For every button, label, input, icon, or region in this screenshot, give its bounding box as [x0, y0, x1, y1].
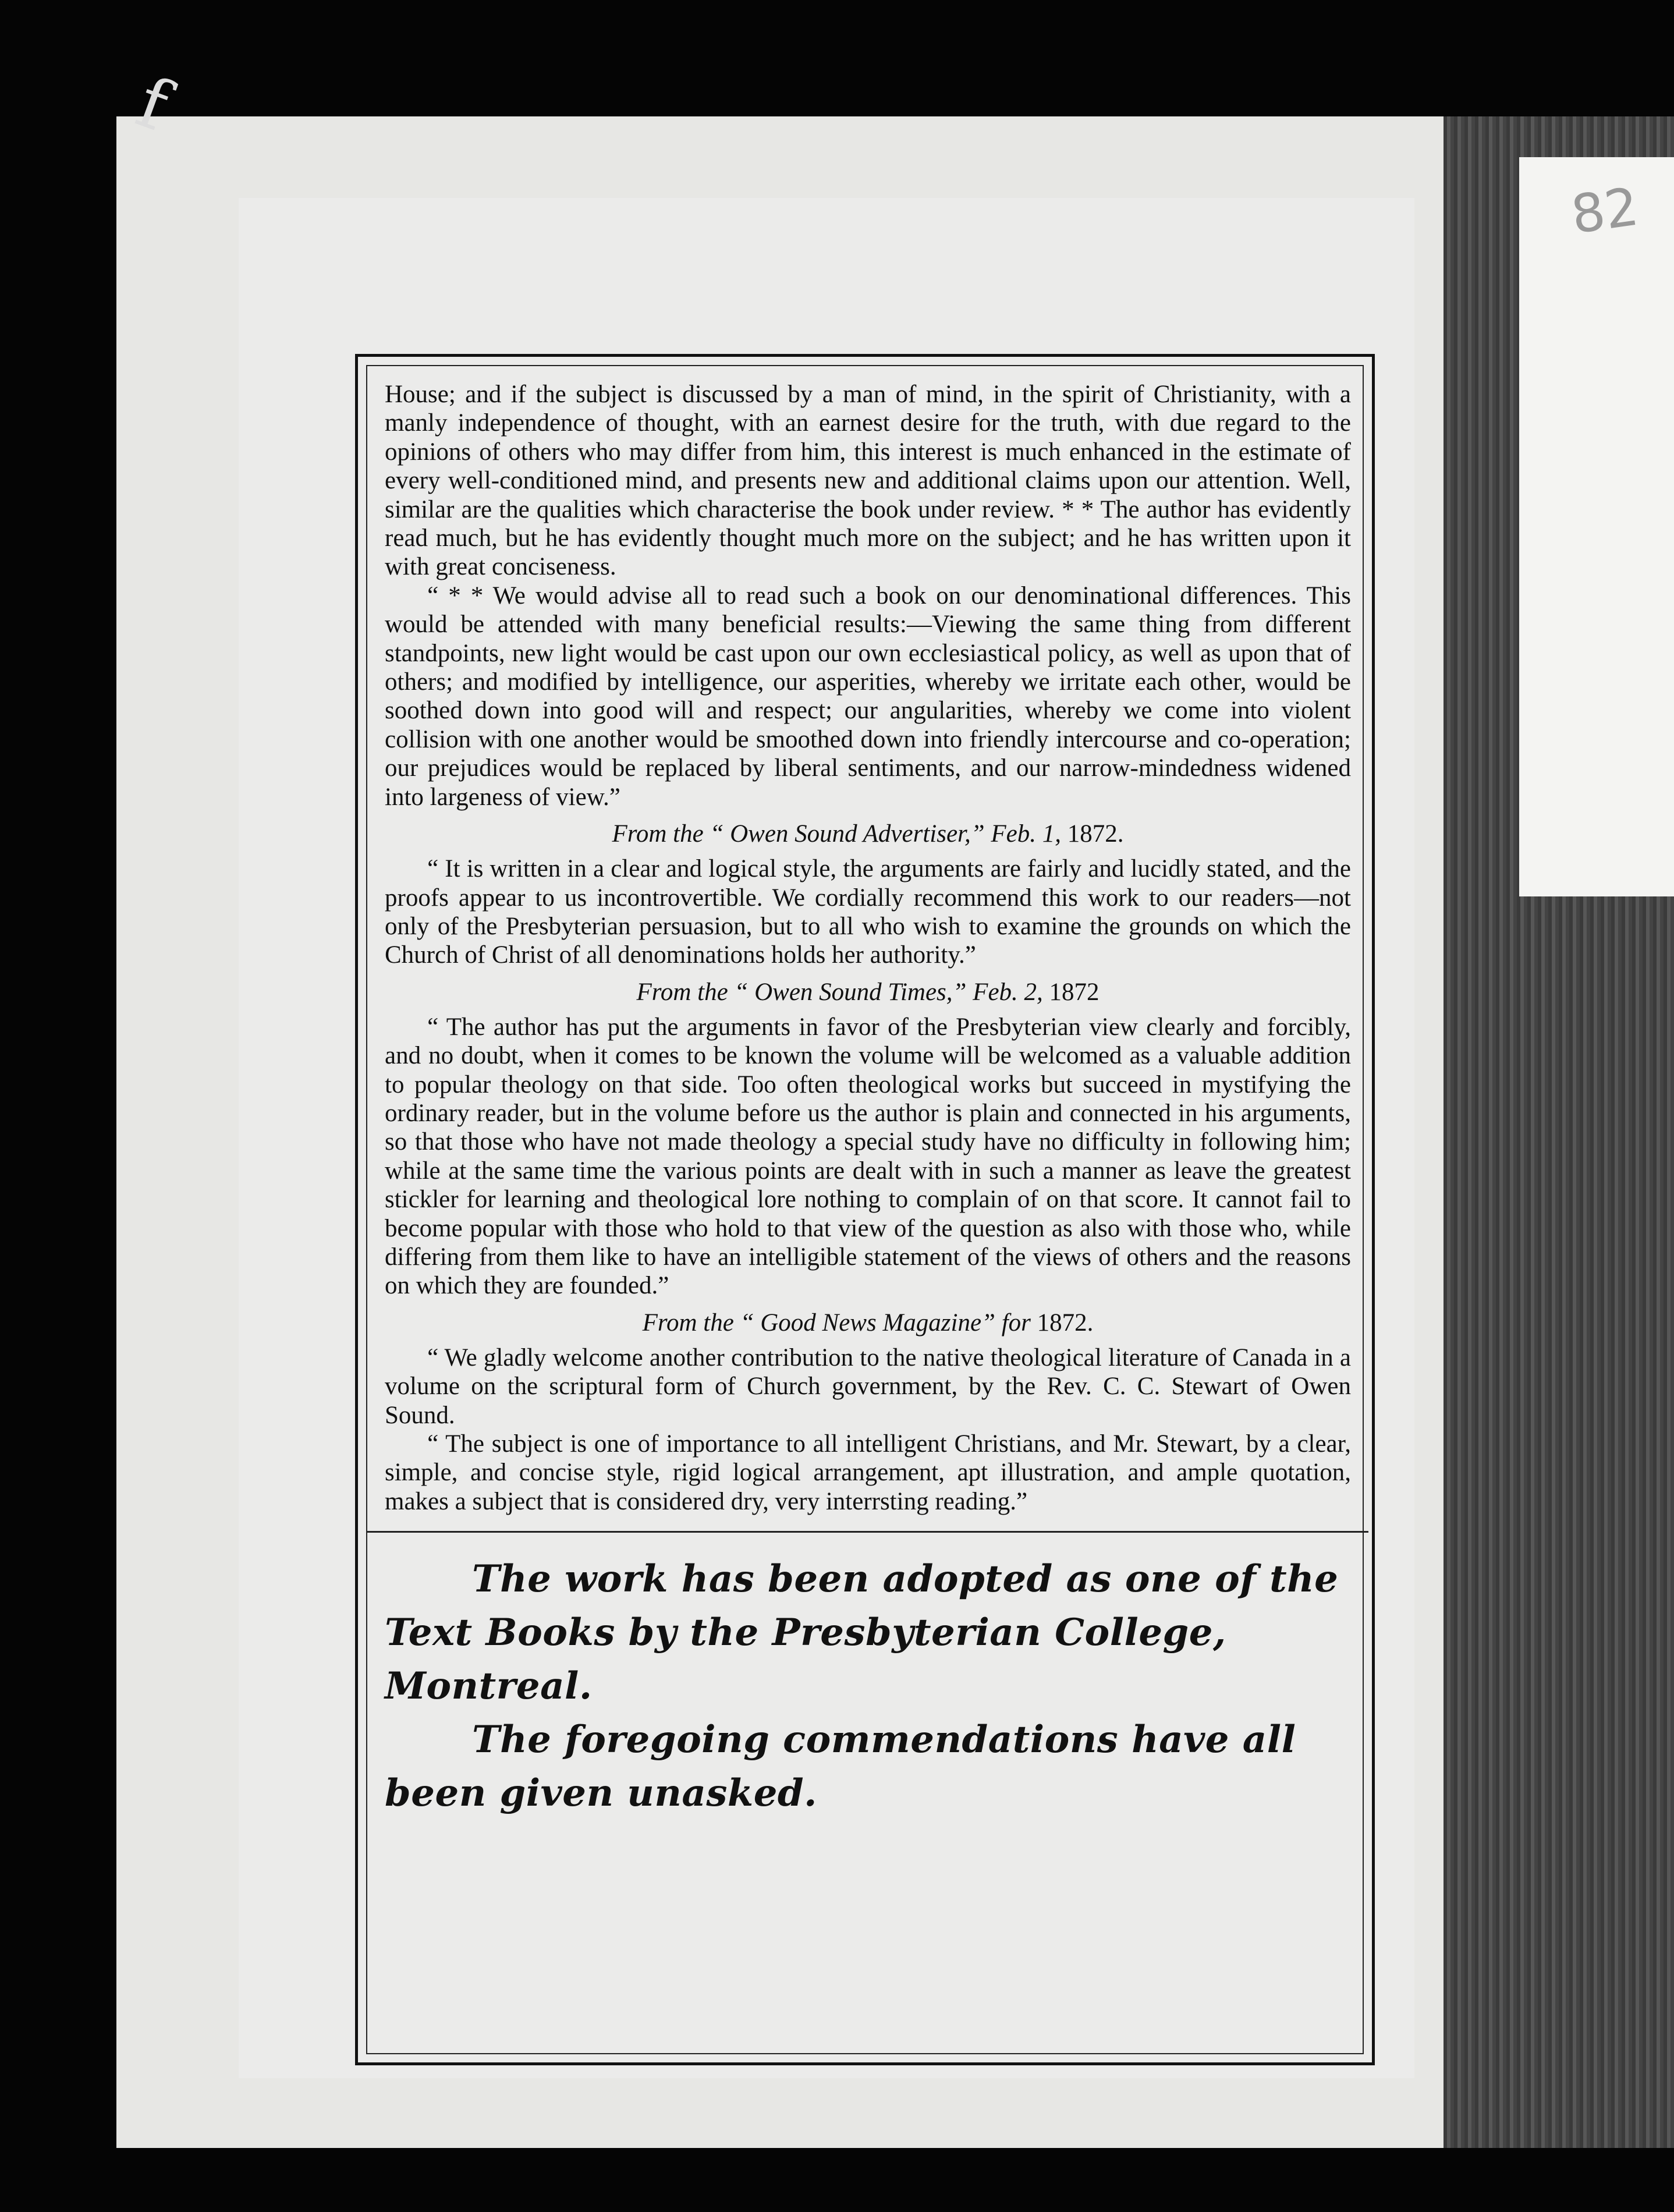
divider — [367, 1531, 1368, 1533]
paragraph-advice: “ * * We would advise all to read such a book on our denominational differences. This would be attended with many beneficial results:—Viewing the same thing from different standpoints, new light would be cast upon our own ecclesiastical policy, as well as upon that of others; and modified by intelligence, our asperities, whereby we irritate each other, would be soothed down into good will and respect; our angularities, whereby we come into violent collision with one another would be smoothed down into friendly intercourse and co-operation; our prejudices would be replaced by liberal sentiments, and our narrow-mindedness widened into largeness of view.” — [385, 582, 1351, 811]
source-title: From the “ Good News Magazine” for — [642, 1309, 1031, 1337]
corner-mark: f — [126, 62, 179, 147]
review-paragraph: “ It is written in a clear and logical style, the arguments are fairly and lucidly stated, and the proofs appear to us incontrovertible. We cordially recommend this work to our readers—not only of the Presbyterian persuasion, but to all who wish to examine the grounds on which the Church of Christ of all denominations holds her authority.” — [385, 855, 1351, 969]
source-title: From the “ Owen Sound Times,” Feb. 2, — [636, 978, 1043, 1006]
source-heading-times — [385, 978, 1351, 1007]
source-heading-good-news — [385, 1309, 1351, 1338]
paragraph-continued: House; and if the subject is discussed by a man of mind, in the spirit of Christianity, with a manly independence of thought, with an earnest desire for the truth, with due regard to the opinions of others who may differ from him, this interest is much enhanced in the estimate of every well-conditioned mind, and presents new and additional claims upon our attention. Well, similar are the qualities which characterise the book under review. * * The author has evidently read much, but he has evidently thought much more on the subject; and he has written upon it with great conciseness. — [385, 381, 1351, 581]
review-paragraph: “ The author has put the arguments in favor of the Presbyterian view clearly and forcibly, and no doubt, when it comes to be known the volume will be welcomed as a valuable addition to popular theology on that side. Too often theological works but succeed in mystifying the ordinary reader, but in the volume before us the author is plain and connected in his arguments, so that those who have not made theology a special study have no difficulty in following him; while at the same time the various points are dealt with in such a manner as leave the greatest stickler for learning and theological lore nothing to complain of on that score. It cannot fail to become popular with those who hold to that view of the question as also with those who, while differing from them like to have an intelligible statement of the views of others and the reasons on which they are founded.” — [385, 1013, 1351, 1300]
review-paragraph: “ The subject is one of importance to all intelligent Christians, and Mr. Stewart, by a clear, simple, and concise style, rigid logical arrangement, apt illustration, and ample quotation, makes a subject that is considered dry, very interrsting reading.” — [385, 1430, 1351, 1515]
notice-unasked: The foregoing commendations have all been given unasked. — [385, 1718, 1296, 1816]
review-paragraph: “ We gladly welcome another contribution to the native theological literature of Canada in a volume on the scriptural form of Church government, by the Rev. C. C. Stewart of Owen Sound. — [385, 1343, 1351, 1429]
source-year: 1872 — [1049, 978, 1100, 1006]
source-title: From the “ Owen Sound Advertiser,” Feb. 1, — [612, 820, 1062, 848]
tag-number: 82 — [1567, 176, 1643, 246]
catalog-tag — [1519, 157, 1674, 896]
text-frame — [355, 354, 1375, 2065]
text-block — [385, 380, 1351, 1820]
source-year: 1872. — [1067, 820, 1124, 848]
notice-textbook: The work has been adopted as one of the Text Books by the Presbyterian College, Montreal. — [385, 1557, 1339, 1708]
source-year: 1872. — [1037, 1309, 1094, 1337]
source-heading-advertiser — [385, 820, 1351, 849]
